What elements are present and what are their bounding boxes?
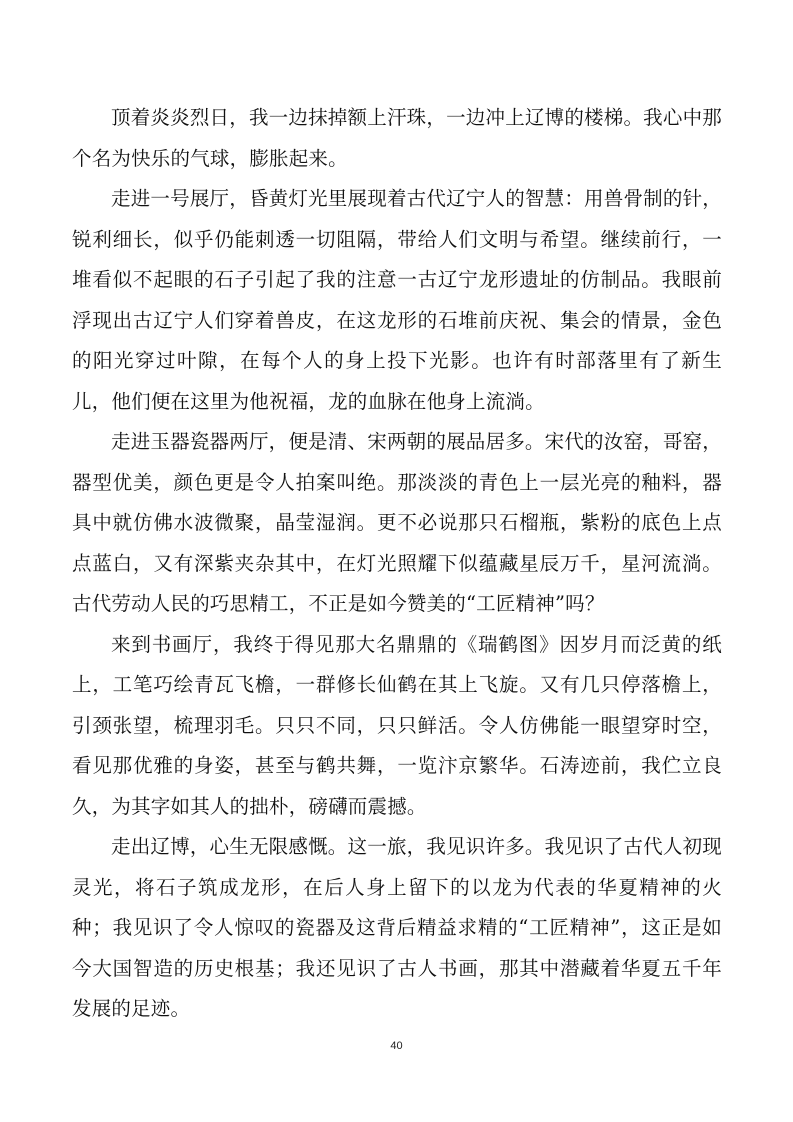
page-number: 40 <box>390 1040 403 1052</box>
paragraph-4: 来到书画厅，我终于得见那大名鼎鼎的《瑞鹤图》因岁月而泛黄的纸上，工笔巧绘青瓦飞檐，一群修长仙鹤在其上飞旋。又有几只停落檐上，引颈张望，梳理羽毛。只只不同，只只鲜活。令人仿佛能一眼望穿时空，看见那优雅的身姿，甚至与鹤共舞，一览汴京繁华。石涛迹前，我伫立良久，为其字如其人的拙朴，磅礴而震撼。 <box>72 632 722 818</box>
paragraph-5: 走出辽博，心生无限感慨。这一旅，我见识许多。我见识了古代人初现灵光，将石子筑成龙形，在后人身上留下的以龙为代表的华夏精神的火种；我见识了令人惊叹的瓷器及这背后精益求精的“工匠精神”，这正是如今大国智造的历史根基；我还见识了古人书画，那其中潜藏着华夏五千年发展的足迹。 <box>72 835 722 1020</box>
paragraph-2: 走进一号展厅，昏黄灯光里展现着古代辽宁人的智慧：用兽骨制的针，锐利细长，似乎仍能刺透一切阻隔，带给人们文明与希望。继续前行，一堆看似不起眼的石子引起了我的注意一古辽宁龙形遗址的仿制品。我眼前浮现出古辽宁人们穿着兽皮，在这龙形的石堆前庆祝、集会的情景，金色的阳光穿过叶隙，在每个人的身上投下光影。也许有时部落里有了新生儿，他们便在这里为他祝福，龙的血脉在他身上流淌。 <box>72 187 722 413</box>
document-body <box>72 98 722 1030</box>
paragraph-3: 走进玉器瓷器两厅，便是清、宋两朝的展品居多。宋代的汝窑，哥窑，器型优美，颜色更是令人拍案叫绝。那淡淡的青色上一层光亮的釉料，器具中就仿佛水波微聚，晶莹湿润。更不必说那只石榴瓶，紫粉的底色上点点蓝白，又有深紫夹杂其中，在灯光照耀下似蕴藏星辰万千，星河流淌。古代劳动人民的巧思精工，不正是如今赞美的“工匠精神”吗？ <box>72 430 722 615</box>
paragraph-1: 顶着炎炎烈日，我一边抹掉额上汗珠，一边冲上辽博的楼梯。我心中那个名为快乐的气球，膨胀起来。 <box>72 106 722 170</box>
